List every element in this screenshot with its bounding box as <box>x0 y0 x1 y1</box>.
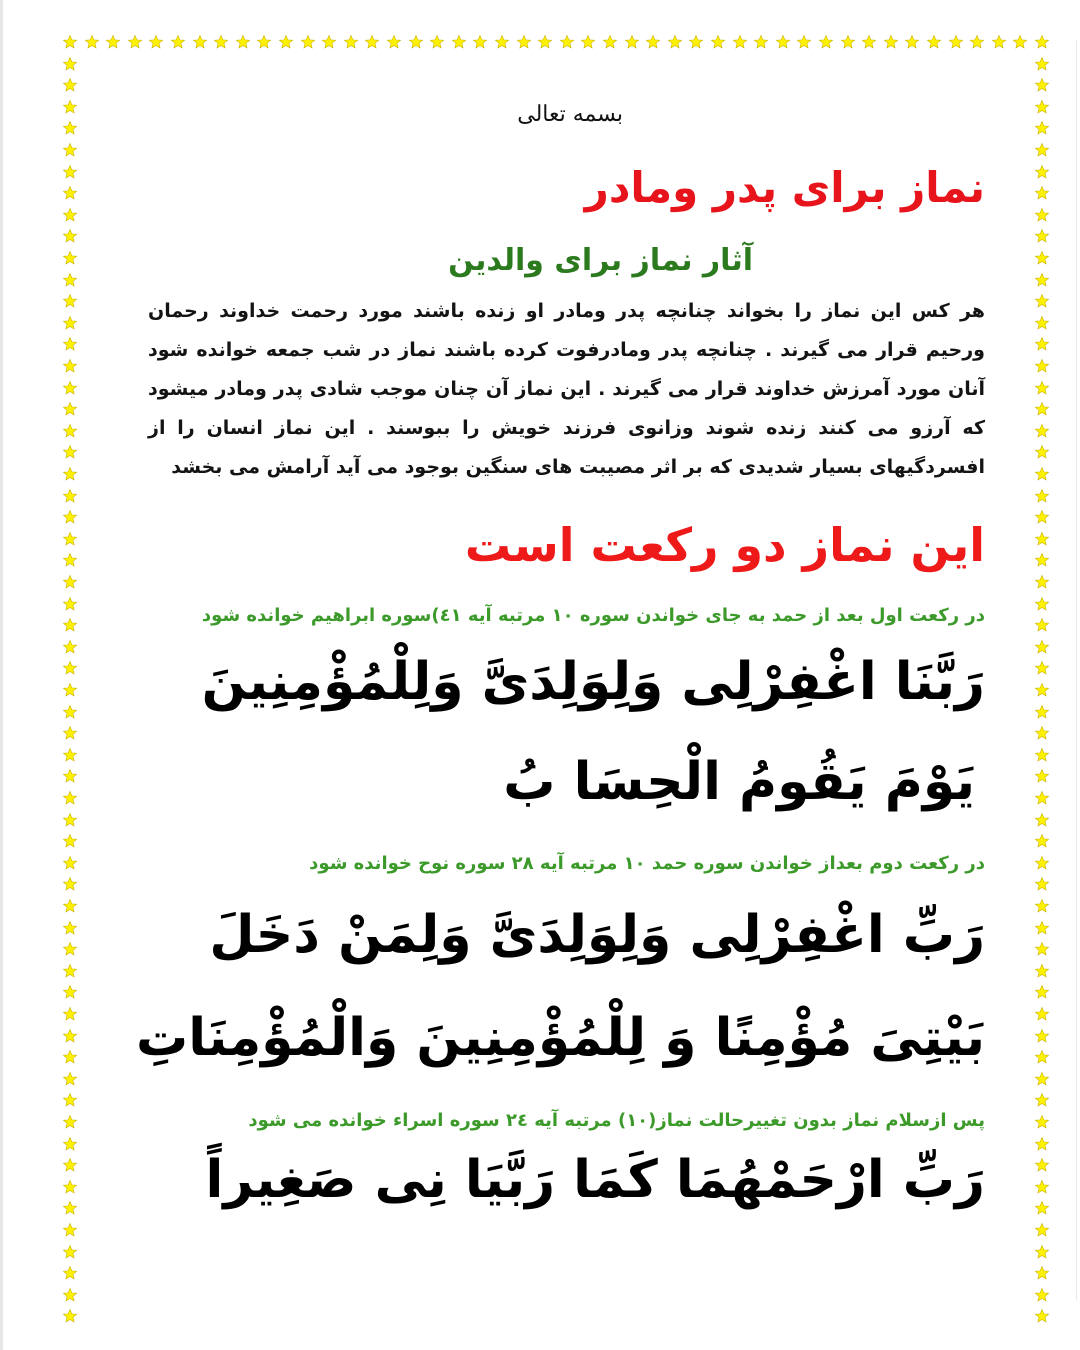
star-icon <box>1035 337 1050 352</box>
star-icon <box>1035 1029 1050 1044</box>
star-icon <box>1035 121 1050 136</box>
star-icon <box>1035 208 1050 223</box>
star-icon <box>171 35 186 50</box>
header-bismillah: بسمه تعالی <box>517 102 623 127</box>
star-icon <box>1035 575 1050 590</box>
star-icon <box>776 35 791 50</box>
verse-line: بَیْتِیَ مُؤْمِنًا وَ لِلْمُؤْمِنِینَ وَالْمُؤْمِنَاتِ <box>135 1008 985 1068</box>
star-icon <box>1035 467 1050 482</box>
star-icon <box>970 35 985 50</box>
star-icon <box>754 35 769 50</box>
star-icon <box>1035 1158 1050 1173</box>
star-icon <box>128 35 143 50</box>
star-icon <box>63 1093 78 1108</box>
star-icon <box>63 661 78 676</box>
star-icon <box>106 35 121 50</box>
star-icon <box>1035 1180 1050 1195</box>
star-icon <box>193 35 208 50</box>
star-icon <box>1035 726 1050 741</box>
star-icon <box>63 640 78 655</box>
star-icon <box>1035 489 1050 504</box>
star-icon <box>538 35 553 50</box>
verse-line: رَبِّ ارْحَمْهُمَا کَمَا رَبَّیَا نِی صَغِیراً <box>205 1150 985 1210</box>
star-icon <box>322 35 337 50</box>
star-icon <box>63 359 78 374</box>
star-icon <box>63 532 78 547</box>
star-icon <box>711 35 726 50</box>
paragraph-line: که آرزو می کنند زنده شوند وزانوی فرزند خویش را ببوسند . این نماز انسان را از <box>148 417 985 439</box>
star-icon <box>63 597 78 612</box>
star-icon <box>63 899 78 914</box>
page-title: نماز برای پدر ومادر <box>584 163 985 212</box>
star-icon <box>63 489 78 504</box>
star-icon <box>1035 294 1050 309</box>
star-icon <box>1035 510 1050 525</box>
star-icon <box>279 35 294 50</box>
star-icon <box>63 683 78 698</box>
star-icon <box>452 35 467 50</box>
star-icon <box>63 1115 78 1130</box>
star-icon <box>905 35 920 50</box>
star-icon <box>63 1223 78 1238</box>
star-icon <box>1035 769 1050 784</box>
star-icon <box>63 294 78 309</box>
star-icon <box>63 337 78 352</box>
star-icon <box>214 35 229 50</box>
star-icon <box>1035 186 1050 201</box>
verse-line: یَوْمَ یَقُومُ الْحِسَا بُ <box>503 752 975 812</box>
star-icon <box>1035 165 1050 180</box>
star-icon <box>63 575 78 590</box>
star-icon <box>63 1245 78 1260</box>
star-icon <box>1035 748 1050 763</box>
star-icon <box>1035 985 1050 1000</box>
star-icon <box>1035 705 1050 720</box>
rakat-heading: این نماز دو رکعت است <box>464 518 985 572</box>
star-icon <box>63 316 78 331</box>
star-icon <box>927 35 942 50</box>
instruction-second-rakat: در رکعت دوم بعداز خواندن سوره حمد ۱۰ مرتبه آیه ۲۸ سوره نوح خوانده شود <box>309 853 985 874</box>
star-icon <box>1035 445 1050 460</box>
star-icon <box>63 921 78 936</box>
star-icon <box>1035 1050 1050 1065</box>
star-icon <box>603 35 618 50</box>
star-icon <box>1035 1137 1050 1152</box>
star-icon <box>63 1137 78 1152</box>
star-icon <box>1035 78 1050 93</box>
star-icon <box>85 35 100 50</box>
star-icon <box>63 553 78 568</box>
star-icon <box>344 35 359 50</box>
star-icon <box>1035 640 1050 655</box>
star-icon <box>63 100 78 115</box>
star-icon <box>1035 856 1050 871</box>
star-icon <box>63 251 78 266</box>
star-icon <box>301 35 316 50</box>
star-icon <box>63 165 78 180</box>
star-icon <box>63 35 78 50</box>
star-icon <box>495 35 510 50</box>
star-icon <box>646 35 661 50</box>
star-icon <box>884 35 899 50</box>
star-icon <box>1035 532 1050 547</box>
star-icon <box>63 467 78 482</box>
star-icon <box>1035 229 1050 244</box>
star-icon <box>1035 877 1050 892</box>
scan-edge <box>1076 40 1077 1300</box>
star-icon <box>949 35 964 50</box>
star-icon <box>1035 553 1050 568</box>
star-icon <box>63 748 78 763</box>
paragraph-line: ورحیم قرار می گیرند . چنانچه پدر ومادرفوت کرده باشند نماز در شب جمعه خوانده شود <box>148 339 985 361</box>
star-icon <box>63 618 78 633</box>
star-icon <box>841 35 856 50</box>
star-icon <box>1035 921 1050 936</box>
star-icon <box>1035 683 1050 698</box>
star-icon <box>63 1180 78 1195</box>
verse-line: رَبِّ اغْفِرْلِی وَلِوَلِدَیَّ وَلِمَنْ دَخَلَ <box>209 905 985 965</box>
star-icon <box>63 1007 78 1022</box>
star-icon <box>387 35 402 50</box>
star-icon <box>1035 1201 1050 1216</box>
star-icon <box>63 813 78 828</box>
star-icon <box>63 877 78 892</box>
star-icon <box>1035 791 1050 806</box>
star-icon <box>1035 1266 1050 1281</box>
star-icon <box>63 705 78 720</box>
paragraph-line: آنان مورد آمرزش خداوند قرار می گیرند . این نماز آن چنان موجب شادی پدر ومادر میشود <box>148 378 985 400</box>
star-icon <box>63 510 78 525</box>
star-icon <box>63 121 78 136</box>
star-icon <box>1035 402 1050 417</box>
star-icon <box>560 35 575 50</box>
star-icon <box>1035 1223 1050 1238</box>
star-icon <box>1035 35 1050 50</box>
star-icon <box>63 1309 78 1324</box>
star-icon <box>63 1050 78 1065</box>
star-icon <box>1035 813 1050 828</box>
scan-edge <box>0 0 3 1350</box>
star-icon <box>1035 942 1050 957</box>
star-icon <box>1013 35 1028 50</box>
star-icon <box>1035 100 1050 115</box>
star-icon <box>63 143 78 158</box>
star-icon <box>63 445 78 460</box>
star-icon <box>63 1072 78 1087</box>
star-icon <box>63 942 78 957</box>
star-icon <box>430 35 445 50</box>
star-icon <box>63 726 78 741</box>
star-icon <box>1035 1288 1050 1303</box>
star-icon <box>689 35 704 50</box>
star-icon <box>1035 143 1050 158</box>
star-icon <box>1035 1245 1050 1260</box>
star-icon <box>1035 273 1050 288</box>
star-icon <box>63 229 78 244</box>
star-icon <box>257 35 272 50</box>
star-icon <box>992 35 1007 50</box>
star-icon <box>581 35 596 50</box>
star-icon <box>365 35 380 50</box>
star-icon <box>63 1201 78 1216</box>
star-icon <box>409 35 424 50</box>
star-icon <box>63 985 78 1000</box>
star-icon <box>1035 834 1050 849</box>
star-icon <box>1035 618 1050 633</box>
star-icon <box>797 35 812 50</box>
star-icon <box>63 208 78 223</box>
star-icon <box>1035 1115 1050 1130</box>
star-icon <box>473 35 488 50</box>
star-icon <box>517 35 532 50</box>
verse-line: رَبَّنَا اغْفِرْلِی وَلِوَلِدَیَّ وَلِلْمُؤْمِنِینَ <box>201 652 985 712</box>
star-icon <box>63 964 78 979</box>
star-icon <box>63 273 78 288</box>
star-icon <box>63 402 78 417</box>
paragraph-line: هر کس این نماز را بخواند چنانچه پدر ومادر او زنده باشند مورد رحمت خداوند رحمان <box>148 300 985 322</box>
star-icon <box>733 35 748 50</box>
star-icon <box>1035 381 1050 396</box>
star-icon <box>63 78 78 93</box>
star-icon <box>63 381 78 396</box>
star-icon <box>63 1288 78 1303</box>
star-icon <box>625 35 640 50</box>
star-icon <box>63 424 78 439</box>
star-icon <box>1035 597 1050 612</box>
star-icon <box>1035 1007 1050 1022</box>
star-icon <box>862 35 877 50</box>
star-icon <box>1035 1072 1050 1087</box>
star-icon <box>1035 424 1050 439</box>
star-icon <box>63 834 78 849</box>
star-icon <box>63 856 78 871</box>
instruction-after-salam: پس ازسلام نماز بدون تغییرحالت نماز(۱۰) مرتبه آیه ٢٤ سوره اسراء خوانده می شود <box>248 1110 985 1131</box>
star-icon <box>1035 1093 1050 1108</box>
star-icon <box>1035 661 1050 676</box>
star-icon <box>63 186 78 201</box>
star-icon <box>1035 316 1050 331</box>
star-icon <box>236 35 251 50</box>
star-icon <box>1035 899 1050 914</box>
star-icon <box>63 791 78 806</box>
star-icon <box>63 1029 78 1044</box>
star-icon <box>668 35 683 50</box>
star-icon <box>63 769 78 784</box>
star-icon <box>149 35 164 50</box>
star-icon <box>1035 251 1050 266</box>
star-icon <box>63 1158 78 1173</box>
page-subtitle: آثار نماز برای والدین <box>448 243 753 278</box>
star-icon <box>819 35 834 50</box>
paragraph-line: افسردگیهای بسیار شدیدی که بر اثر مصیبت های سنگین بوجود می آید آرامش می بخشد <box>171 456 985 478</box>
instruction-first-rakat: در رکعت اول بعد از حمد به جای خواندن سوره ۱۰ مرتبه آیه ٤١)سوره ابراهیم خوانده شود <box>201 605 985 626</box>
star-icon <box>1035 1309 1050 1324</box>
star-icon <box>63 1266 78 1281</box>
star-icon <box>1035 57 1050 72</box>
star-icon <box>63 57 78 72</box>
star-icon <box>1035 359 1050 374</box>
star-icon <box>1035 964 1050 979</box>
